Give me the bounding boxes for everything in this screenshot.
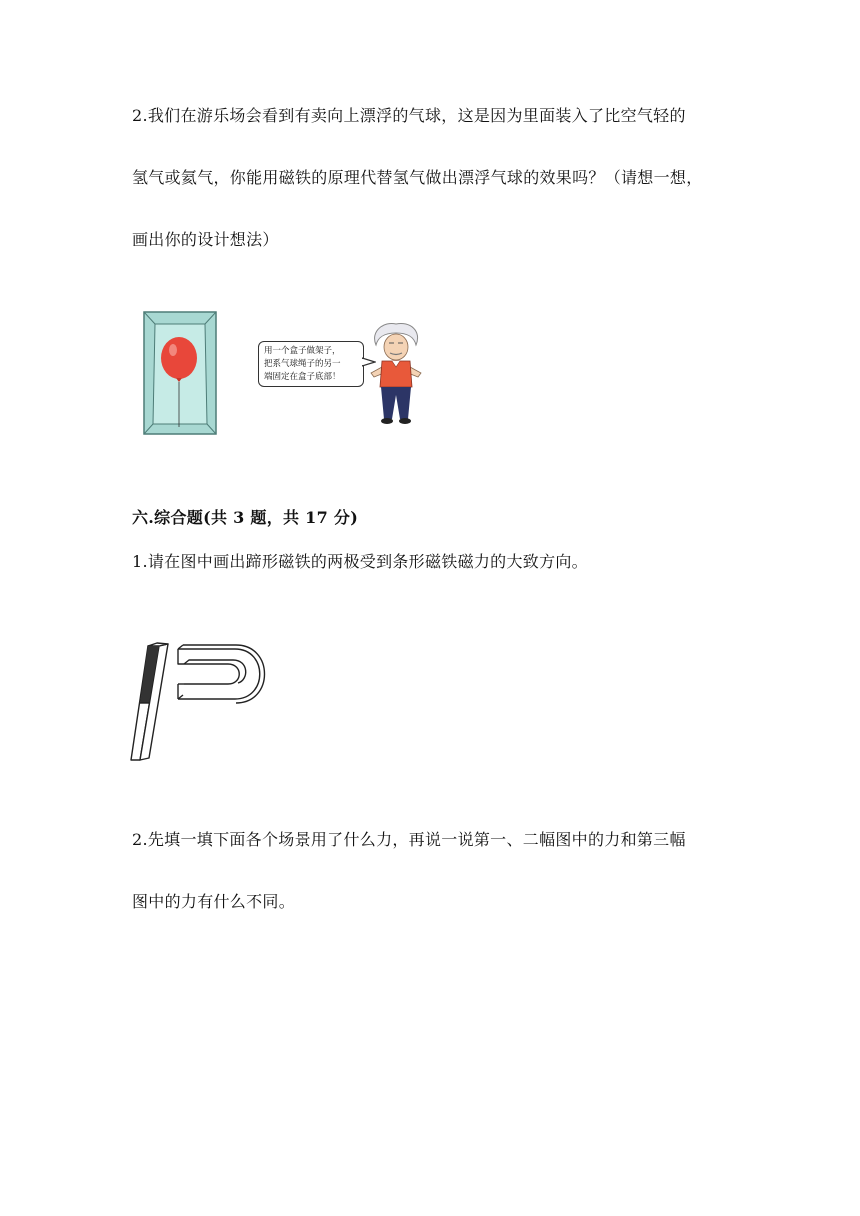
speech-bubble-line-2: 把系气球绳子的另一 xyxy=(264,359,341,369)
section6-question2-line-1: 2.先填一填下面各个场景用了什么力，再说一说第一、二幅图中的力和第三幅 xyxy=(132,830,686,849)
speech-bubble-line-1: 用一个盒子做架子， xyxy=(264,346,341,356)
question2-line-1: 2.我们在游乐场会看到有卖向上漂浮的气球，这是因为里面装入了比空气轻的 xyxy=(132,106,686,125)
section6-question2-line-2: 图中的力有什么不同。 xyxy=(132,892,296,911)
speech-bubble xyxy=(258,341,364,387)
balloon-box-figure xyxy=(143,311,219,437)
question2-line-2: 氢气或氦气，你能用磁铁的原理代替氢气做出漂浮气球的效果吗？（请想一想， xyxy=(132,168,703,187)
section6-heading: 六.综合题(共 3 题，共 17 分) xyxy=(132,508,359,527)
question2-line-3: 画出你的设计想法） xyxy=(132,230,279,249)
speech-bubble-line-3: 端固定在盒子底部！ xyxy=(264,372,341,382)
horseshoe-magnet xyxy=(178,645,265,703)
balloon xyxy=(161,337,197,379)
magnets-figure xyxy=(128,636,278,766)
section6-question1: 1.请在图中画出蹄形磁铁的两极受到条形磁铁磁力的大致方向。 xyxy=(132,552,588,571)
scientist-figure xyxy=(366,321,426,427)
